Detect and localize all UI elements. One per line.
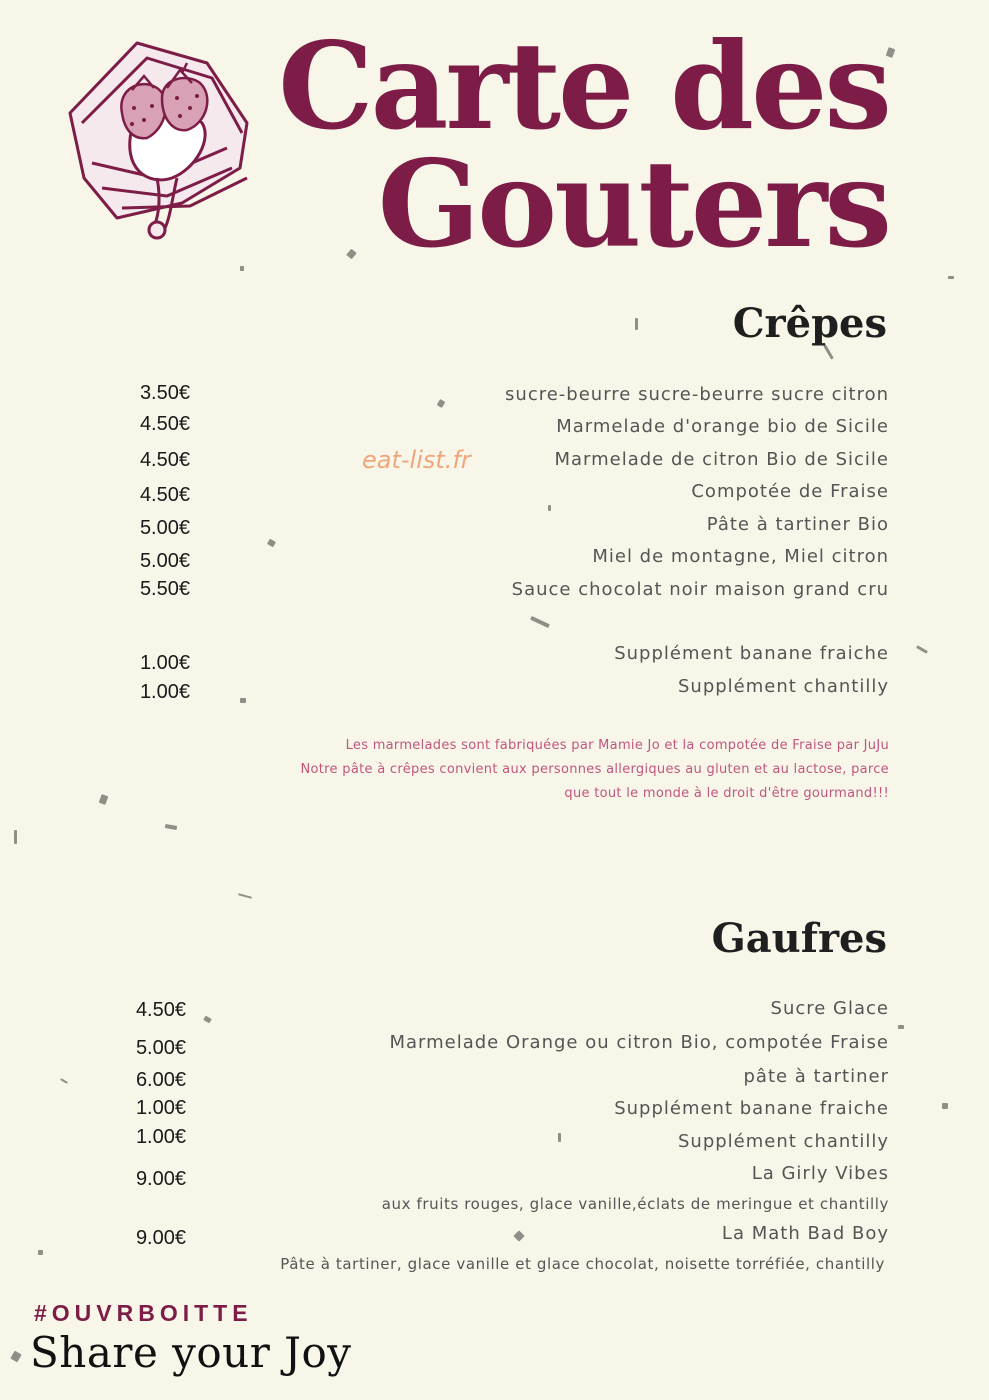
gaufre-item: Supplément banane fraiche <box>614 1098 889 1119</box>
gaufre-item: Sucre Glace <box>770 998 889 1019</box>
crepe-price: 4.50€ <box>139 484 190 506</box>
crepe-price: 1.00€ <box>139 681 190 703</box>
crepes-note-line: que tout le monde à le droit d'être gourmand!!! <box>564 786 889 801</box>
gaufre-item: La Math Bad Boy <box>721 1223 889 1244</box>
crepe-price: 1.00€ <box>139 652 190 674</box>
crepe-item: Supplément banane fraiche <box>614 643 889 664</box>
gaufres-heading: Gaufres <box>711 915 887 962</box>
gaufre-price: 1.00€ <box>135 1126 186 1148</box>
gaufre-item: La Girly Vibes <box>751 1163 889 1184</box>
menu-title <box>278 16 889 275</box>
gaufre-price: 9.00€ <box>135 1168 186 1190</box>
footer-hashtag: #OUVRBOITTE <box>34 1300 253 1326</box>
crepes-note-line: Les marmelades sont fabriquées par Mamie Jo et la compotée de Fraise par JuJu <box>345 738 889 753</box>
crepe-price: 3.50€ <box>139 382 190 404</box>
crepe-item: Pâte à tartiner Bio <box>706 514 889 535</box>
crepe-item: Marmelade de citron Bio de Sicile <box>554 449 889 470</box>
gaufre-price: 4.50€ <box>135 999 186 1021</box>
site-watermark: eat-list.fr <box>362 446 471 474</box>
crepe-price: 4.50€ <box>139 413 190 435</box>
gaufre-price: 1.00€ <box>135 1097 186 1119</box>
crepe-price: 5.00€ <box>139 517 190 539</box>
crepe-item: Sauce chocolat noir maison grand cru <box>511 579 889 600</box>
crepes-note-line: Notre pâte à crêpes convient aux personnes allergiques au gluten et au lactose, parce <box>300 762 889 777</box>
menu-title-line2: Gouters <box>377 134 889 275</box>
crepes-note <box>301 734 890 806</box>
gaufre-item: Supplément chantilly <box>677 1131 889 1152</box>
gaufre-item-description: aux fruits rouges, glace vanille,éclats de meringue et chantilly <box>381 1195 889 1213</box>
gaufre-item-description: Pâte à tartiner, glace vanille et glace chocolat, noisette torréfiée, chantilly <box>280 1255 885 1273</box>
gaufre-item: Marmelade Orange ou citron Bio, compotée Fraise <box>389 1032 889 1053</box>
gaufre-item: pâte à tartiner <box>743 1066 889 1087</box>
crepe-item: sucre-beurre sucre-beurre sucre citron <box>505 384 889 405</box>
crepe-item: Miel de montagne, Miel citron <box>592 546 889 567</box>
gaufre-price: 5.00€ <box>135 1037 186 1059</box>
crepe-strawberry-logo-icon <box>62 28 262 243</box>
crepe-item: Marmelade d'orange bio de Sicile <box>556 416 889 437</box>
gaufre-price: 6.00€ <box>135 1069 186 1091</box>
crepes-heading: Crêpes <box>732 300 887 347</box>
crepe-item: Compotée de Fraise <box>691 481 889 502</box>
crepe-price: 5.00€ <box>139 550 190 572</box>
footer-tagline: Share your Joy <box>30 1328 352 1377</box>
gaufre-price: 9.00€ <box>135 1227 186 1249</box>
crepe-price: 4.50€ <box>139 449 190 471</box>
menu-title-line1: Carte des <box>278 16 889 157</box>
crepe-item: Supplément chantilly <box>677 676 889 697</box>
crepe-price: 5.50€ <box>139 578 190 600</box>
